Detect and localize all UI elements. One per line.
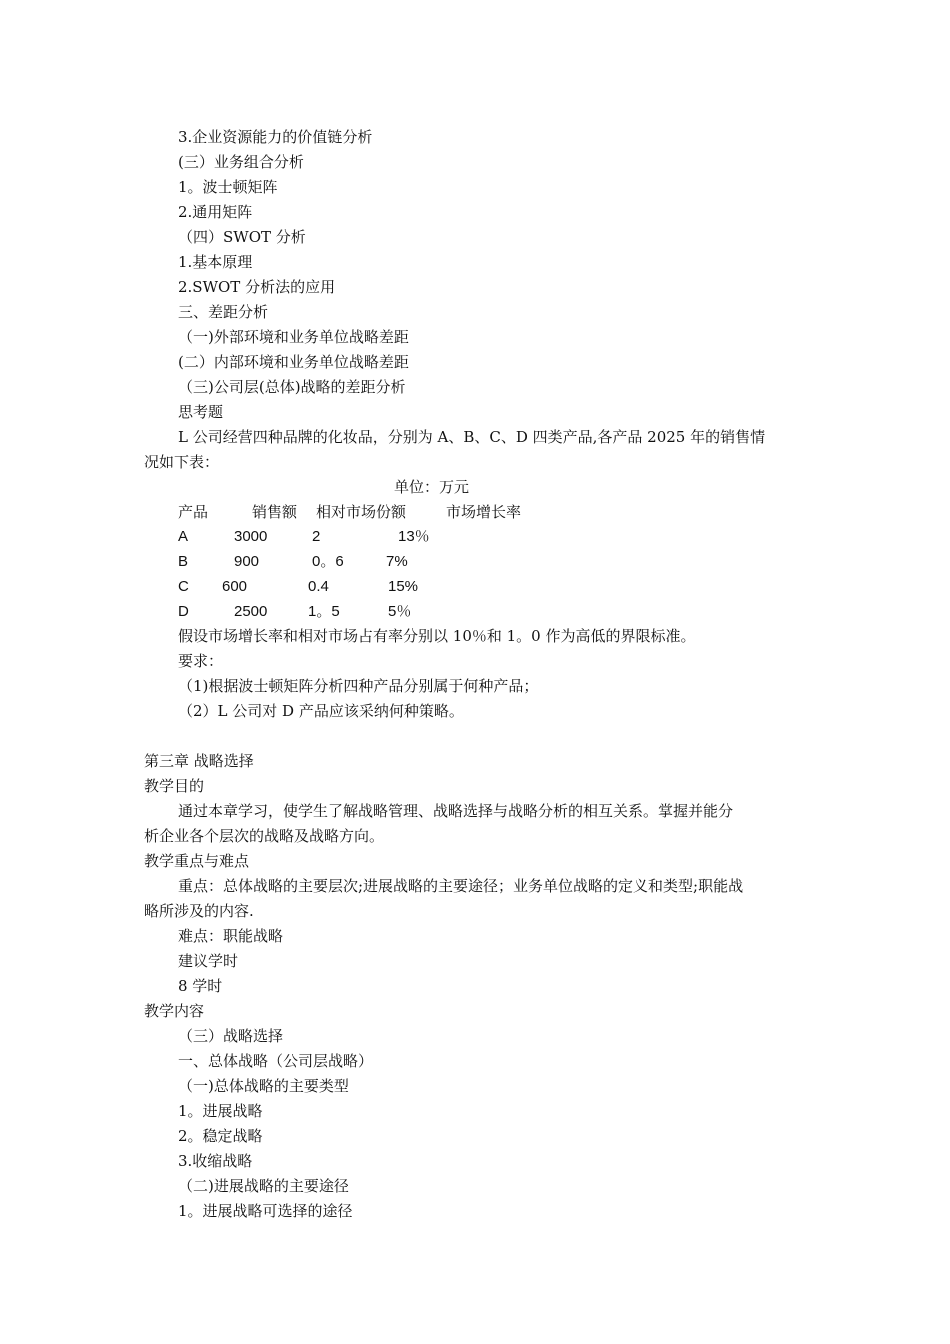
- section-heading: 教学内容: [144, 1002, 205, 1020]
- table-row: [178, 527, 598, 547]
- requirement-item: （2）L 公司对 D 产品应该采纳何种策略。: [178, 702, 464, 720]
- outline-line: （一)外部环境和业务单位战略差距: [178, 328, 409, 346]
- outline-line: 2。稳定战略: [178, 1127, 263, 1145]
- table-cell: 3000: [234, 528, 268, 545]
- table-header-row: [178, 502, 598, 522]
- outline-line: 3.收缩战略: [178, 1152, 253, 1170]
- table-cell: 13％: [398, 528, 430, 545]
- paragraph-text: 通过本章学习，使学生了解战略管理、战略选择与战略分析的相互关系。掌握并能分: [178, 802, 734, 820]
- paragraph-text: 8 学时: [178, 977, 223, 995]
- table-cell: 5％: [388, 603, 412, 620]
- outline-line: (二）内部环境和业务单位战略差距: [178, 353, 409, 371]
- paragraph-text: 重点：总体战略的主要层次;进展战略的主要途径；业务单位战略的定义和类型;职能战: [178, 877, 744, 895]
- table-cell: 0.4: [308, 578, 329, 595]
- table-header-cell: 相对市场份额: [316, 503, 407, 521]
- table-header-cell: 产品: [178, 503, 209, 521]
- table-cell: 2500: [234, 603, 268, 620]
- table-cell: A: [178, 528, 189, 545]
- requirement-item: （1)根据波士顿矩阵分析四种产品分别属于何种产品；: [178, 677, 539, 695]
- section-heading: 建议学时: [178, 952, 239, 970]
- table-cell: 15%: [388, 578, 419, 595]
- table-header-cell: 销售额: [252, 503, 298, 521]
- outline-line: （三）战略选择: [178, 1027, 284, 1045]
- outline-line: （三)公司层(总体)战略的差距分析: [178, 378, 406, 396]
- table-cell: 900: [234, 553, 260, 570]
- table-cell: 600: [222, 578, 248, 595]
- table-header-cell: 市场增长率: [446, 503, 522, 521]
- table-cell: 0。6: [312, 553, 344, 570]
- question-paragraph: L 公司经营四种品牌的化妆品，分别为 A、B、C、D 四类产品,各产品 2025 年的销售情: [178, 428, 766, 446]
- table-cell: 7%: [386, 553, 408, 570]
- paragraph-text: 析企业各个层次的战略及战略方向。: [144, 827, 385, 845]
- table-row: [178, 577, 598, 597]
- outline-line: 1。进展战略可选择的途径: [178, 1202, 353, 1220]
- outline-line: 1。波士顿矩阵: [178, 178, 278, 196]
- section-heading: 教学目的: [144, 777, 205, 795]
- section-heading: 三、差距分析: [178, 303, 269, 321]
- chapter-title: 第三章 战略选择: [144, 752, 254, 770]
- outline-line: 2.通用矩阵: [178, 203, 253, 221]
- requirement-label: 要求：: [178, 652, 224, 670]
- table-cell: 1。5: [308, 603, 340, 620]
- outline-line: （二)进展战略的主要途径: [178, 1177, 349, 1195]
- table-cell: D: [178, 603, 189, 620]
- assumption-text: 假设市场增长率和相对市场占有率分别以 10％和 1。0 作为高低的界限标准。: [178, 627, 696, 645]
- outline-line: （四）SWOT 分析: [178, 228, 306, 246]
- table-row: [178, 552, 598, 572]
- outline-line: 1。进展战略: [178, 1102, 263, 1120]
- outline-line: （一)总体战略的主要类型: [178, 1077, 349, 1095]
- section-heading: 教学重点与难点: [144, 852, 250, 870]
- table-row: [178, 602, 598, 622]
- outline-line: 一、总体战略（公司层战略）: [178, 1052, 374, 1070]
- paragraph-text: 略所涉及的内容.: [144, 902, 254, 920]
- unit-label: 单位：万元: [394, 478, 470, 496]
- section-heading: 思考题: [178, 403, 224, 421]
- table-cell: C: [178, 578, 189, 595]
- outline-line: (三）业务组合分析: [178, 153, 304, 171]
- outline-line: 2.SWOT 分析法的应用: [178, 278, 336, 296]
- question-paragraph: 况如下表：: [144, 453, 220, 471]
- outline-line: 3.企业资源能力的价值链分析: [178, 128, 373, 146]
- outline-line: 1.基本原理: [178, 253, 253, 271]
- paragraph-text: 难点：职能战略: [178, 927, 284, 945]
- table-cell: B: [178, 553, 189, 570]
- table-cell: 2: [312, 528, 321, 545]
